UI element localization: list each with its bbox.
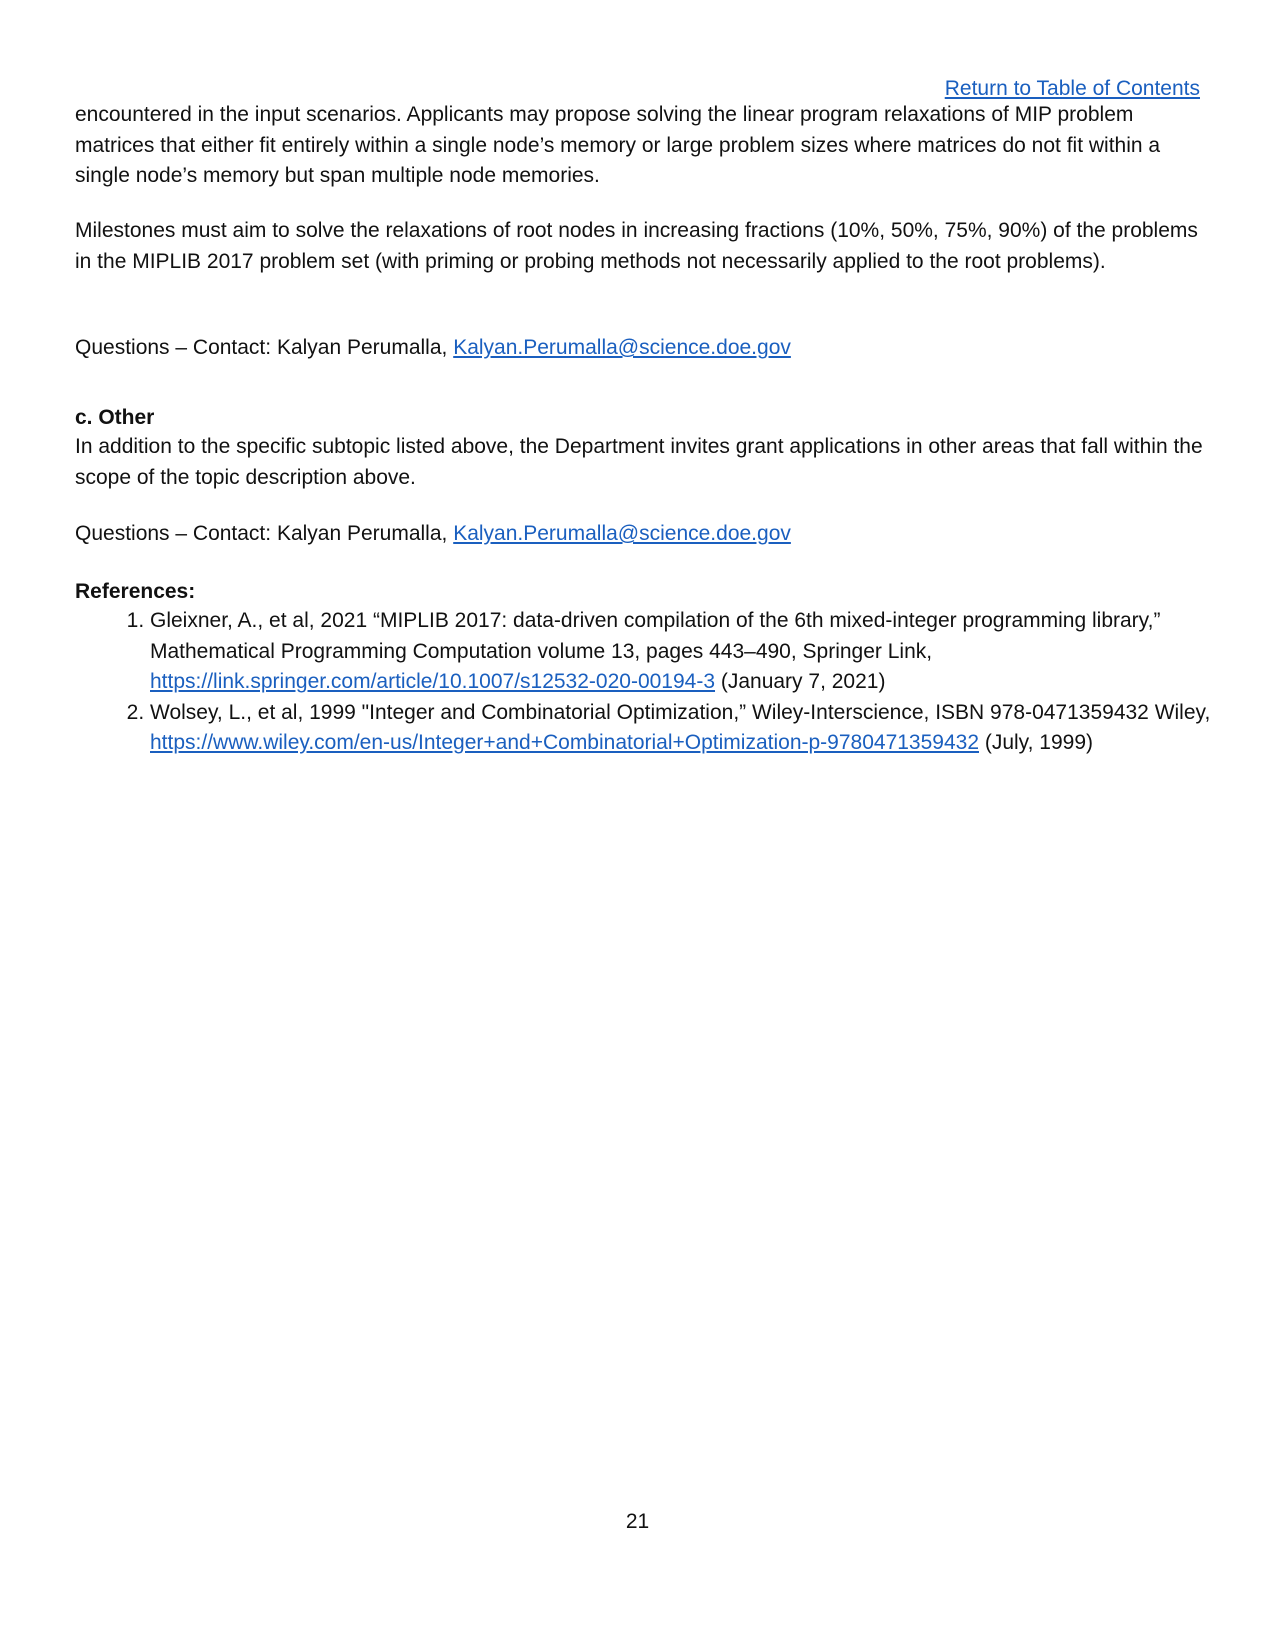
reference-text: Gleixner, A., et al, 2021 “MIPLIB 2017: data-driven compilation of the 6th mixed-integer programming library,” Mathematical Programming Computation volume 13, pages 443–490, Springer Link,	[150, 609, 1161, 663]
section-heading-other: c. Other	[75, 406, 155, 429]
contact-line-1	[75, 333, 1205, 364]
contact-label: Questions – Contact: Kalyan Perumalla,	[75, 336, 454, 359]
reference-item	[150, 698, 1275, 759]
reference-item	[150, 606, 1275, 698]
reference-url-link[interactable]: https://www.wiley.com/en-us/Integer+and+Combinatorial+Optimization-p-9780471359432	[150, 731, 979, 754]
return-to-toc-link[interactable]: Return to Table of Contents	[944, 77, 1200, 100]
reference-date: (January 7, 2021)	[715, 670, 886, 693]
reference-text: Wolsey, L., et al, 1999 "Integer and Combinatorial Optimization,” Wiley-Interscience, ISBN 978-0471359432 Wiley,	[150, 700, 1211, 724]
contact-email-link[interactable]: Kalyan.Perumalla@science.doe.gov	[453, 336, 791, 359]
reference-url-link[interactable]: https://link.springer.com/article/10.1007/s12532-020-00194-3	[150, 670, 716, 693]
other-paragraph: In addition to the specific subtopic listed above, the Department invites grant applications in other areas that fall within the scope of the topic description above.	[75, 435, 1203, 489]
references-list	[75, 606, 1275, 759]
contact-line-2	[75, 519, 1205, 550]
milestones-paragraph: Milestones must aim to solve the relaxations of root nodes in increasing fractions (10%, 50%, 75%, 90%) of the problems in the MIPLIB 2017 problem set (with priming or probing methods not necessarily applied to the root problems).	[75, 219, 1198, 273]
page-number: 21	[625, 1510, 650, 1533]
contact-email-link[interactable]: Kalyan.Perumalla@science.doe.gov	[453, 522, 791, 545]
contact-label: Questions – Contact: Kalyan Perumalla,	[75, 522, 454, 545]
references-heading: References:	[75, 580, 196, 603]
intro-paragraph: encountered in the input scenarios. Applicants may propose solving the linear program relaxations of MIP problem matrices that either fit entirely within a single node’s memory or large problem sizes where matrices do not fit within a single node’s memory but span multiple node memories.	[75, 103, 1161, 187]
reference-date: (July, 1999)	[979, 731, 1093, 754]
